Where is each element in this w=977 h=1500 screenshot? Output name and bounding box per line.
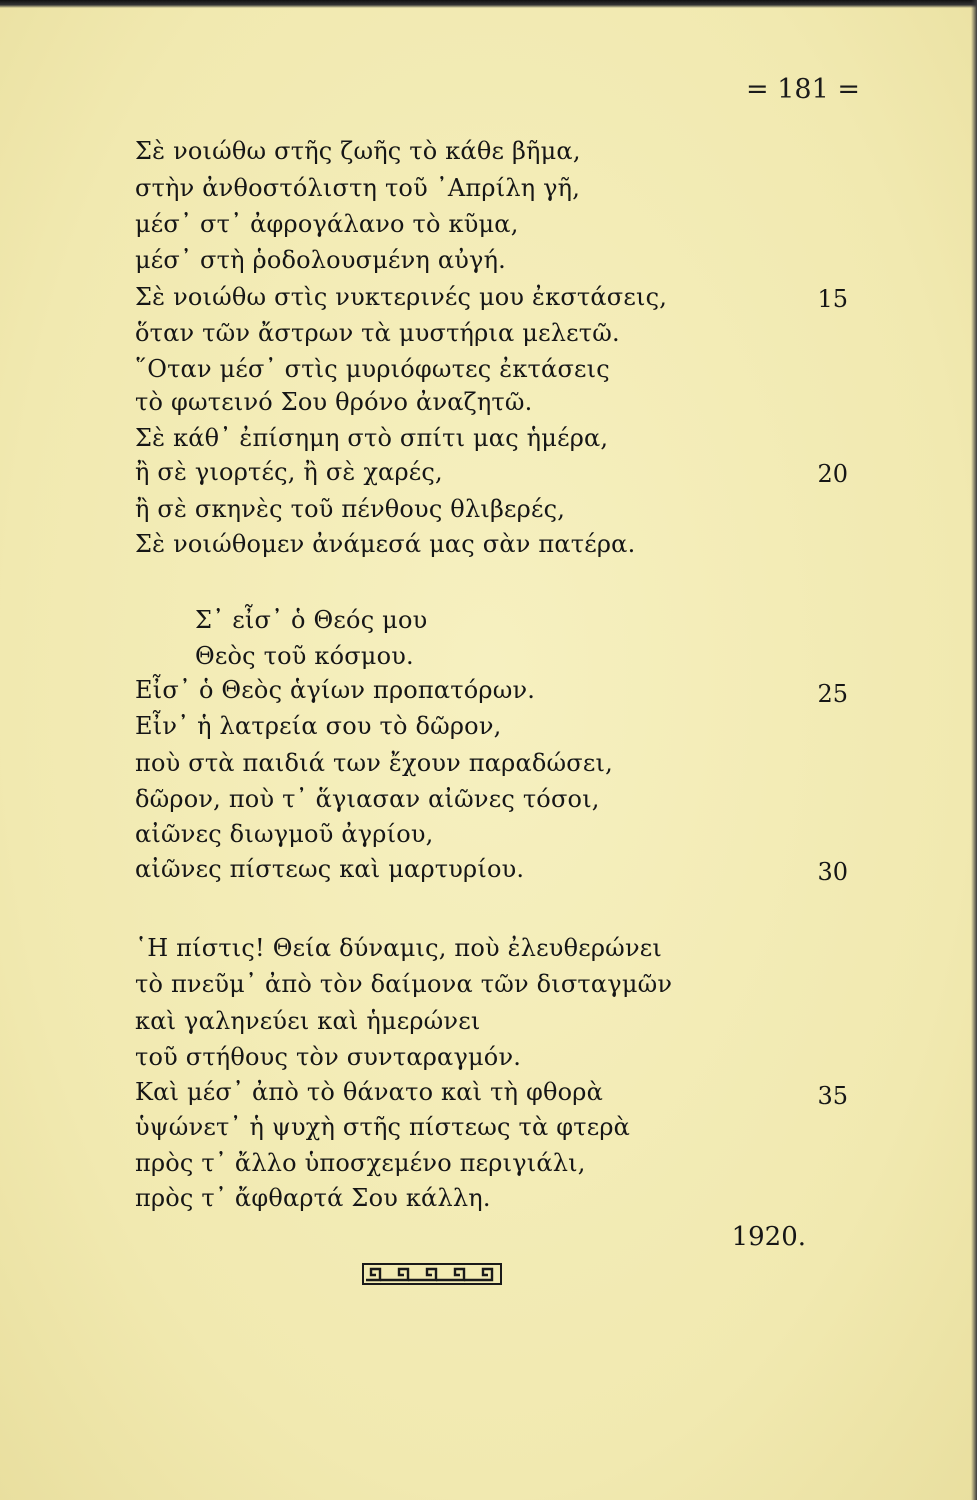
poem-line: Εἶν᾽ ἡ λατρεία σου τὸ δῶρον, — [135, 712, 502, 740]
poem-line: ἢ σὲ σκηνὲς τοῦ πένθους θλιβερές, — [135, 495, 566, 523]
poem-line: πρὸς τ᾽ ἄλλο ὑποσχεμένο περιγιάλι, — [135, 1149, 586, 1177]
poem-line: μέσ᾽ στ᾽ ἀφρογάλανο τὸ κῦμα, — [135, 210, 519, 238]
line-number: 35 — [817, 1082, 848, 1110]
poem-line: Σὲ κάθ᾽ ἐπίσημη στὸ σπίτι μας ἡμέρα, — [135, 424, 609, 452]
poem-line: Σὲ νοιώθω στῆς ζωῆς τὸ κάθε βῆμα, — [135, 137, 581, 165]
poem-line: πρὸς τ᾽ ἄφθαρτά Σου κάλλη. — [135, 1184, 491, 1212]
header-rule-right: = — [837, 74, 860, 105]
page-header — [700, 74, 860, 105]
poem-line: ὑψώνετ᾽ ἡ ψυχὴ στῆς πίστεως τὰ φτερὰ — [135, 1113, 631, 1141]
poem-line: Καὶ μέσ᾽ ἀπὸ τὸ θάνατο καὶ τὴ φθορὰ — [135, 1078, 603, 1106]
poem-line: ἢ σὲ γιορτές, ἢ σὲ χαρές, — [135, 458, 443, 486]
poem-line: τὸ πνεῦμ᾽ ἀπὸ τὸν δαίμονα τῶν δισταγμῶν — [135, 970, 673, 998]
poem-line: ὅταν τῶν ἄστρων τὰ μυστήρια μελετῶ. — [135, 319, 620, 347]
page-right-edge — [971, 0, 977, 1500]
poem-line: αἰῶνες διωγμοῦ ἀγρίου, — [135, 820, 434, 848]
poem-line: τὸ φωτεινό Σου θρόνο ἀναζητῶ. — [135, 388, 533, 416]
poem-line: στὴν ἀνθοστόλιστη τοῦ ᾿Απρίλη γῆ, — [135, 174, 581, 202]
poem-line: μέσ᾽ στὴ ῥοδολουσμένη αὐγή. — [135, 246, 506, 274]
poem-date: 1920. — [731, 1222, 806, 1252]
line-number: 15 — [817, 285, 848, 313]
line-number: 30 — [817, 858, 848, 886]
greek-key-ornament-icon — [362, 1263, 502, 1285]
header-rule-left: = — [746, 74, 769, 105]
poem-line: ῾Η πίστις! Θεία δύναμις, ποὺ ἐλευθερώνει — [135, 934, 662, 962]
poem-line: ῞Οταν μέσ᾽ στὶς μυριόφωτες ἐκτάσεις — [135, 355, 610, 383]
poem-line: Σὲ νοιώθομεν ἀνάμεσά μας σὰν πατέρα. — [135, 530, 636, 558]
poem-line: δῶρον, ποὺ τ᾽ ἅγιασαν αἰῶνες τόσοι, — [135, 785, 600, 813]
poem-line: τοῦ στήθους τὸν συνταραγμόν. — [135, 1043, 522, 1071]
page-top-edge — [0, 0, 977, 8]
poem-line: αἰῶνες πίστεως καὶ μαρτυρίου. — [135, 855, 525, 883]
poem-line: καὶ γαληνεύει καὶ ἡμερώνει — [135, 1007, 481, 1035]
line-number: 20 — [817, 460, 848, 488]
poem-line: Εἶσ᾽ ὁ Θεὸς ἁγίων προπατόρων. — [135, 676, 536, 704]
page-number: 181 — [777, 74, 829, 105]
poem-line: Σ᾽ εἶσ᾽ ὁ Θεός μου — [195, 606, 428, 634]
poem-line: Σὲ νοιώθω στὶς νυκτερινές μου ἐκστάσεις, — [135, 283, 668, 311]
line-number: 25 — [817, 680, 848, 708]
poem-line: ποὺ στὰ παιδιά των ἔχουν παραδώσει, — [135, 749, 613, 777]
poem-line: Θεὸς τοῦ κόσμου. — [195, 642, 414, 670]
